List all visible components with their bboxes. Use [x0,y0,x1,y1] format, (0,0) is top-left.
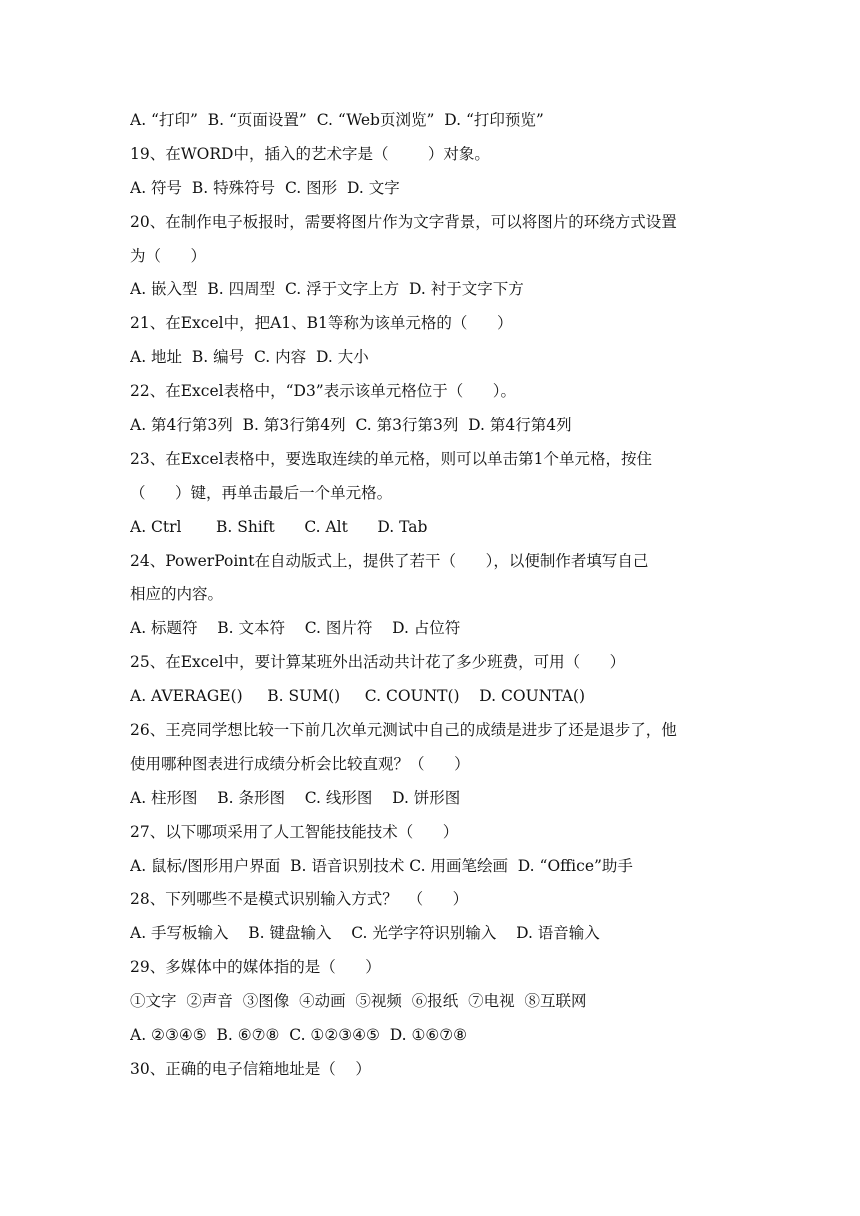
q21-options: A. 地址 B. 编号 C. 内容 D. 大小 [130,348,369,367]
q26-stem-line2: 使用哪种图表进行成绩分析会比较直观？（ ） [130,754,470,773]
q20-stem-line2: 为（ ） [130,246,207,265]
q24-stem-line1: 24、PowerPoint在自动版式上，提供了若干（ ），以便制作者填写自己 [130,551,649,570]
q20-options: A. 嵌入型 B. 四周型 C. 浮于文字上方 D. 衬于文字下方 [130,280,524,299]
q26-options: A. 柱形图 B. 条形图 C. 线形图 D. 饼形图 [130,788,461,807]
q25-stem: 25、在Excel中，要计算某班外出活动共计花了多少班费，可用（ ） [130,653,626,672]
q22-stem: 22、在Excel表格中，“D3”表示该单元格位于（ ）。 [130,382,517,401]
q29-media-list: ①文字 ②声音 ③图像 ④动画 ⑤视频 ⑥报纸 ⑦电视 ⑧互联网 [130,992,587,1011]
q18-options: A. “打印” B. “页面设置” C. “Web页浏览” D. “打印预览” [130,111,544,129]
q19-options: A. 符号 B. 特殊符号 C. 图形 D. 文字 [130,178,400,197]
q23-stem-line2: （ ）键，再单击最后一个单元格。 [130,483,393,502]
q20-stem-line1: 20、在制作电子板报时，需要将图片作为文字背景，可以将图片的环绕方式设置 [130,212,677,231]
q25-options: A. AVERAGE() B. SUM() C. COUNT() D. COUNTA() [130,687,585,706]
q27-options: A. 鼠标/图形用户界面 B. 语音识别技术 C. 用画笔绘画 D. “Office”助手 [130,856,633,875]
q24-stem-line2: 相应的内容。 [130,585,224,604]
q26-stem-line1: 26、王亮同学想比较一下前几次单元测试中自己的成绩是进步了还是退步了，他 [130,721,677,740]
q21-stem: 21、在Excel中，把A1、B1等称为该单元格的（ ） [130,314,513,333]
q24-options: A. 标题符 B. 文本符 C. 图片符 D. 占位符 [130,619,461,638]
q23-stem-line1: 23、在Excel表格中，要选取连续的单元格，则可以单击第1个单元格，按住 [130,449,652,468]
q23-options: A. Ctrl B. Shift C. Alt D. Tab [130,517,428,536]
q19-stem: 19、在WORD中，插入的艺术字是（ ）对象。 [130,144,490,163]
q27-stem: 27、以下哪项采用了人工智能技能技术（ ） [130,822,459,841]
q28-stem: 28、下列哪些不是模式识别输入方式？ （ ） [130,890,469,909]
q28-options: A. 手写板输入 B. 键盘输入 C. 光学字符识别输入 D. 语音输入 [130,924,600,943]
q29-stem: 29、多媒体中的媒体指的是（ ） [130,958,381,977]
question-list [130,104,735,1087]
q29-options: A. ②③④⑤ B. ⑥⑦⑧ C. ①②③④⑤ D. ①⑥⑦⑧ [130,1026,468,1045]
q22-options: A. 第4行第3列 B. 第3行第4列 C. 第3行第3列 D. 第4行第4列 [130,416,572,435]
q30-stem: 30、正确的电子信箱地址是（ ） [130,1059,371,1078]
